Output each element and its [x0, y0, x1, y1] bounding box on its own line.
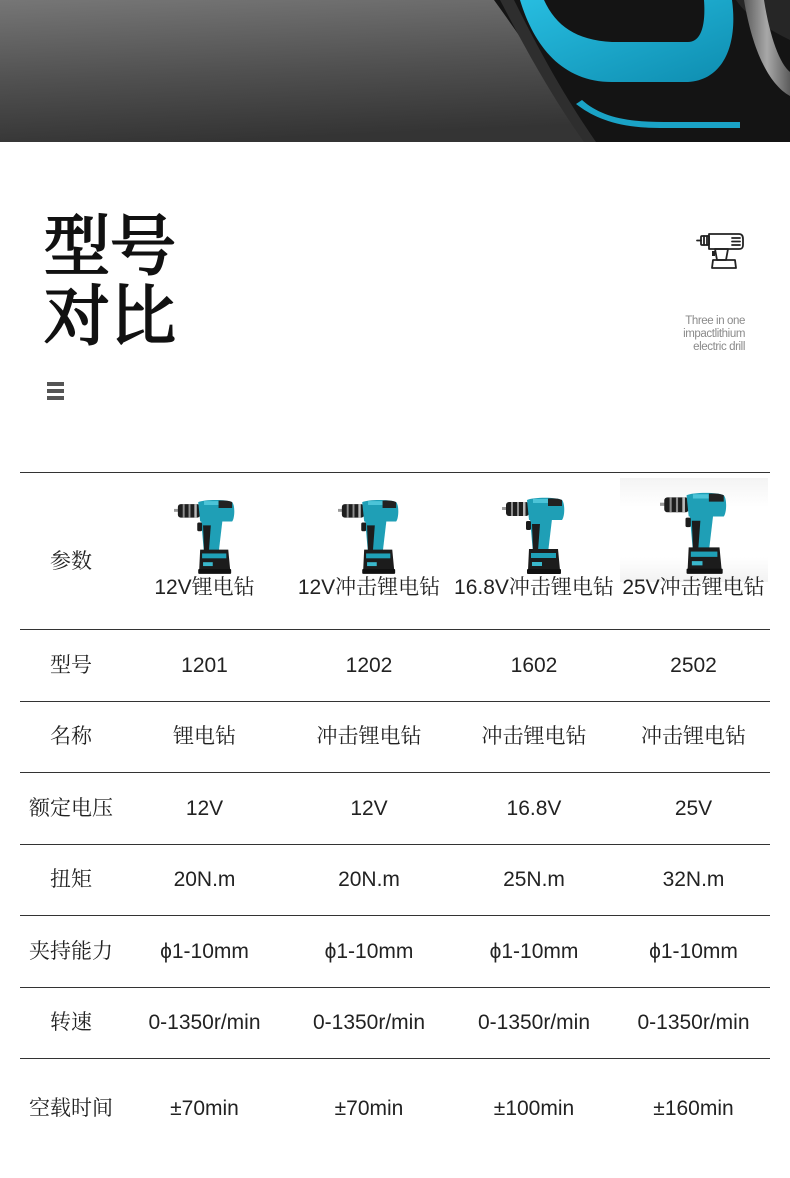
- product-column-3: [451, 473, 617, 629]
- product-name: 25V冲击锂电钻: [622, 576, 765, 599]
- product-image-wrap: [287, 495, 451, 575]
- title-line-2: 对比: [44, 278, 176, 355]
- product-image-wrap: [451, 495, 617, 575]
- spec-value: 12V: [350, 796, 388, 820]
- drill-image: [174, 499, 236, 575]
- spec-value: 1602: [510, 653, 558, 677]
- tagline-line-3: electric drill: [693, 341, 745, 353]
- spec-value: 32N.m: [662, 868, 725, 891]
- spec-value: 1201: [181, 653, 228, 677]
- spec-value: ±160min: [653, 1097, 734, 1120]
- spec-value: 0-1350r/min: [312, 1011, 426, 1034]
- spec-label: 空载时间: [29, 1097, 113, 1120]
- tagline-line-2: impactlithium: [683, 328, 745, 340]
- spec-value: ϕ1-10mm: [489, 939, 579, 963]
- spec-value: 冲击锂电钻: [641, 725, 746, 748]
- spec-value: 冲击锂电钻: [481, 725, 587, 748]
- spec-value: 12V: [185, 796, 224, 820]
- spec-value: ϕ1-10mm: [160, 939, 249, 963]
- spec-value: 20N.m: [173, 868, 236, 891]
- spec-value: 冲击锂电钻: [316, 725, 422, 748]
- spec-value: 16.8V: [506, 796, 562, 820]
- menu-icon: [47, 382, 64, 400]
- spec-label: 扭矩: [50, 868, 92, 891]
- spec-row-voltage: [20, 773, 770, 845]
- spec-row-runtime: [20, 1059, 770, 1159]
- spec-row-chuck-capacity: [20, 916, 770, 988]
- spec-value: 25N.m: [503, 868, 565, 891]
- spec-value: 0-1350r/min: [477, 1011, 591, 1034]
- menu-icon-bar: [47, 396, 64, 400]
- spec-value: 20N.m: [338, 868, 400, 891]
- spec-label: 型号: [50, 653, 92, 677]
- spec-value: 2502: [670, 653, 717, 677]
- spec-row-name: [20, 702, 770, 773]
- spec-value: ϕ1-10mm: [649, 939, 738, 963]
- product-name: 16.8V冲击锂电钻: [454, 576, 614, 599]
- spec-value: ±70min: [334, 1097, 404, 1120]
- product-image-wrap: [617, 495, 770, 575]
- spec-value: ±70min: [170, 1097, 239, 1120]
- menu-icon-bar: [47, 389, 64, 393]
- drill-image: [338, 499, 400, 575]
- spec-value: 0-1350r/min: [148, 1011, 261, 1034]
- page-title: [44, 208, 176, 355]
- product-name: 12V冲击锂电钻: [297, 576, 441, 599]
- spec-label: 夹持能力: [29, 939, 113, 963]
- drill-image: [660, 492, 728, 575]
- banner-drill-graphic: [0, 0, 790, 142]
- product-name: 12V锂电钻: [154, 576, 255, 599]
- product-image-wrap: [122, 495, 287, 575]
- spec-value: 0-1350r/min: [637, 1011, 750, 1034]
- spec-value: 锂电钻: [173, 725, 236, 748]
- header-label: 参数: [50, 550, 92, 573]
- spec-value: 25V: [674, 796, 713, 820]
- spec-label: 名称: [50, 725, 92, 748]
- spec-row-speed: [20, 988, 770, 1059]
- spec-value: ϕ1-10mm: [324, 939, 414, 963]
- table-header-row: [20, 473, 770, 630]
- spec-value: 1202: [345, 653, 393, 677]
- spec-row-model: [20, 630, 770, 702]
- drill-icon: [695, 229, 745, 271]
- spec-comparison-table: [20, 472, 770, 1159]
- spec-label: 额定电压: [29, 796, 113, 820]
- tagline-line-1: Three in one: [685, 315, 745, 327]
- title-line-1: 型号: [44, 208, 176, 285]
- menu-icon-bar: [47, 382, 64, 386]
- top-banner: [0, 0, 790, 142]
- spec-label: 转速: [50, 1011, 92, 1034]
- product-column-4: [617, 473, 770, 629]
- spec-row-torque: [20, 845, 770, 916]
- product-column-2: [287, 473, 451, 629]
- product-column-1: [122, 473, 287, 629]
- spec-value: ±100min: [493, 1097, 575, 1120]
- drill-image: [502, 497, 566, 575]
- tagline: [683, 315, 745, 354]
